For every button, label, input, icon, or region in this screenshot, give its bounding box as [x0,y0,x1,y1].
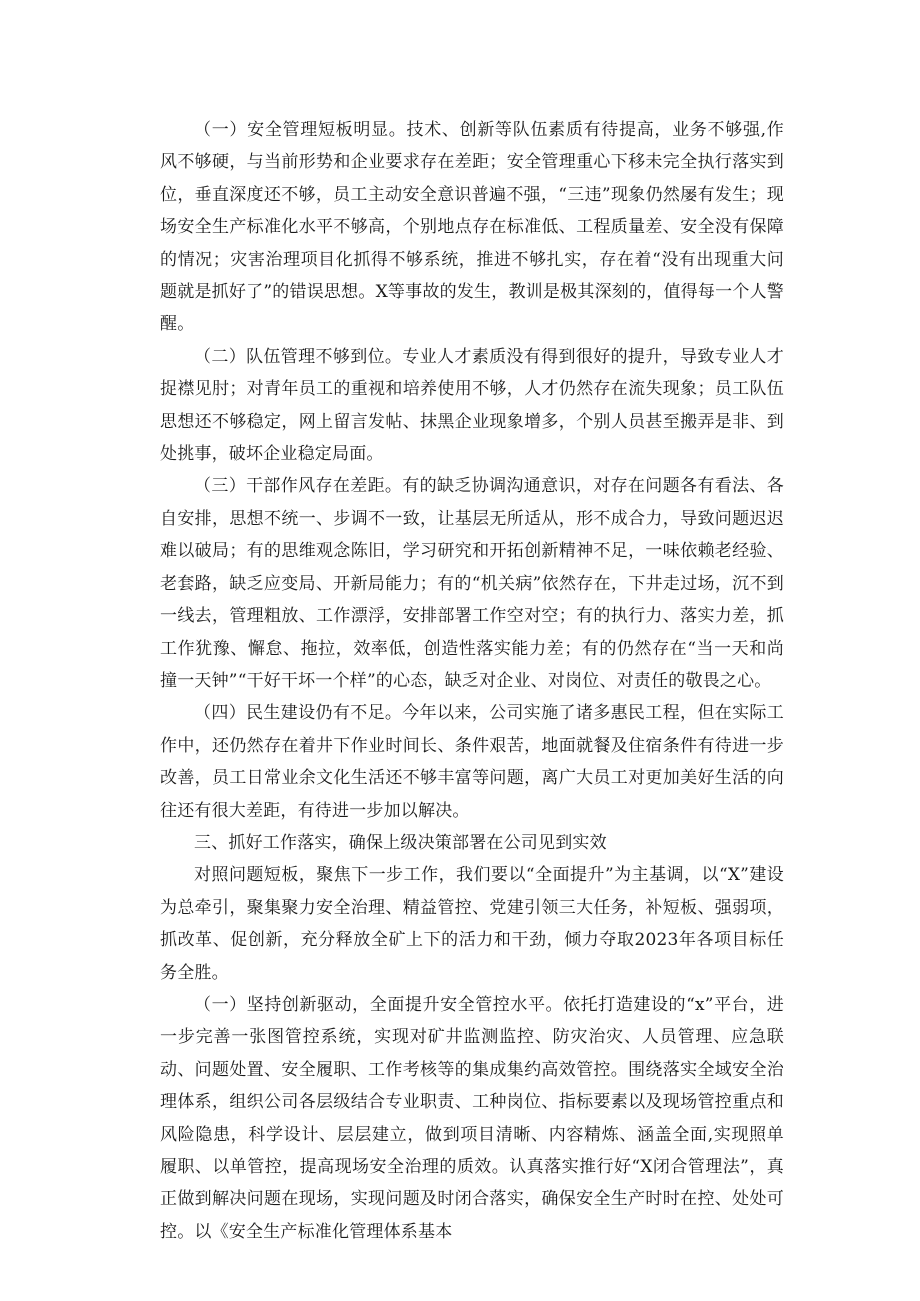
paragraph-team-management: （二）队伍管理不够到位。专业人才素质没有得到很好的提升，导致专业人才捉襟见肘；对青年员工的重视和培养使用不够，人才仍然存在流失现象；员工队伍思想还不够稳定，网上留言发帖、抹黑企业现象增多，个别人员甚至搬弄是非、到处挑事，破坏企业稳定局面。 [160,346,784,465]
paragraph-safety-management: （一）安全管理短板明显。技术、创新等队伍素质有待提高，业务不够强,作风不够硬，与当前形势和企业要求存在差距；安全管理重心下移未完全执行落实到位，垂直深度还不够，员工主动安全意识普遍不强，“三违”现象仍然屡有发生；现场安全生产标准化水平不够高，个别地点存在标准低、工程质量差、安全没有保障的情况；灾害治理项目化抓得不够系统，推进不够扎实，存在着“没有出现重大问题就是抓好了”的错误思想。X等事故的发生，教训是极其深刻的，值得每一个人警醒。 [160,120,784,335]
section-heading-three: 三、抓好工作落实，确保上级决策部署在公司见到实效 [194,832,607,853]
paragraph-livelihood: （四）民生建设仍有不足。今年以来，公司实施了诸多惠民工程，但在实际工作中，还仍然存在着井下作业时间长、条件艰苦，地面就餐及住宿条件有待进一步改善，员工日常业余文化生活还不够丰富等问题，离广大员工对更加美好生活的向往还有很大差距，有待进一步加以解决。 [160,703,784,821]
paragraph-next-steps: 对照问题短板，聚焦下一步工作，我们要以“全面提升”为主基调，以“X”建设为总牵引，聚集聚力安全治理、精益管控、党建引领三大任务，补短板、强弱项，抓改革、促创新，充分释放全矿上下的活力和干劲，倾力夺取2023年各项目标任务全胜。 [160,865,784,983]
paragraph-cadre-style: （三）干部作风存在差距。有的缺乏协调沟通意识，对存在问题各有看法、各自安排，思想不统一、步调不一致，让基层无所适从，形不成合力，导致问题迟迟难以破局；有的思维观念陈旧，学习研究和开拓创新精神不足，一味依赖老经验、老套路，缺乏应变局、开新局能力；有的“机关病”依然存在，下井走过场，沉不到一线去，管理粗放、工作漂浮，安排部署工作空对空；有的执行力、落实力差，抓工作犹豫、懈怠、拖拉，效率低，创造性落实能力差；有的仍然存在“当一天和尚撞一天钟”“干好干坏一个样”的心态，缺乏对企业、对岗位、对责任的敬畏之心。 [160,476,784,691]
paragraph-innovation: （一）坚持创新驱动，全面提升安全管控水平。依托打造建设的“x”平台，进一步完善一张图管控系统，实现对矿井监测监控、防灾治灾、人员管理、应急联动、问题处置、安全履职、工作考核等的集成集约高效管控。围绕落实全域安全治理体系，组织公司各层级结合专业职责、工种岗位、指标要素以及现场管控重点和风险隐患，科学设计、层层建立，做到项目清晰、内容精炼、涵盖全面,实现照单履职、以单管控，提高现场安全治理的质效。认真落实推行好“X闭合管理法”，真正做到解决问题在现场，实现问题及时闭合落实，确保安全生产时时在控、处处可控。以《安全生产标准化管理体系基本 [160,994,784,1242]
document-body [160,114,784,1248]
